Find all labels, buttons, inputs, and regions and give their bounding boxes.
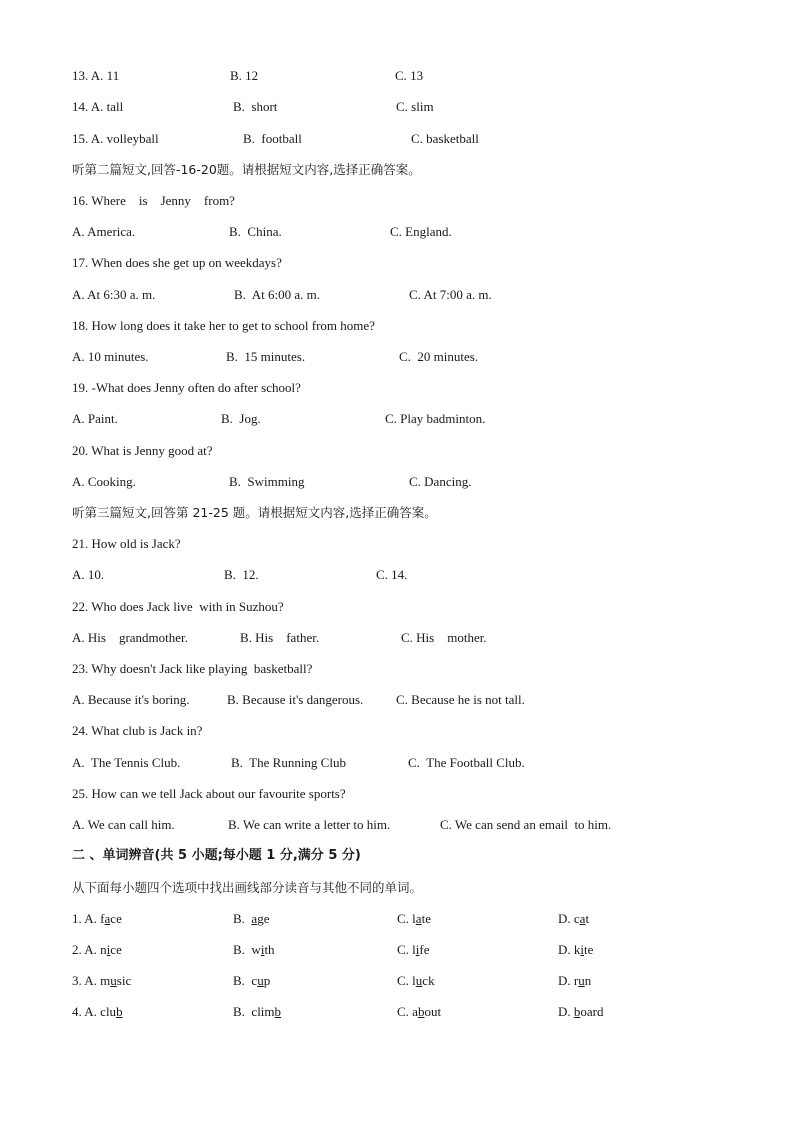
- q24-option-b: B. The Running Club: [231, 755, 346, 770]
- q14-option-c: C. slim: [396, 99, 434, 114]
- word-part: c: [573, 911, 580, 926]
- underlined-letters: i: [415, 942, 420, 957]
- question-22-stem: 22. Who does Jack live with in Suzhou?: [72, 599, 284, 614]
- q19-option-a: A. Paint.: [72, 411, 118, 426]
- word-part: a: [412, 1004, 418, 1019]
- q18-option-a: A. 10 minutes.: [72, 349, 149, 364]
- q16-option-c: C. England.: [390, 224, 452, 239]
- phonics-item-1-option-b: [233, 909, 269, 929]
- q21-option-c: C. 14.: [376, 567, 408, 582]
- option-label: D.: [558, 942, 571, 957]
- q13-option-b: B. 12: [230, 68, 259, 83]
- option-label: B.: [233, 973, 245, 988]
- word-part: m: [100, 973, 111, 988]
- phonics-item-2: [72, 940, 594, 960]
- section-2-title: 二 、单词辨音(共 5 小题;每小题 1 分,满分 5 分): [72, 848, 361, 863]
- q19-option-c: C. Play badminton.: [385, 411, 486, 426]
- q17-option-a: A. At 6:30 a. m.: [72, 287, 156, 302]
- word-part: sic: [116, 973, 132, 988]
- question-25-options: [72, 815, 612, 835]
- option-label: C.: [397, 911, 409, 926]
- underlined-letters: a: [415, 911, 422, 926]
- option-label: C.: [397, 973, 409, 988]
- underlined-letters: i: [260, 942, 265, 957]
- q25-option-b: B. We can write a letter to him.: [228, 817, 391, 832]
- q24-option-a: A. The Tennis Club.: [72, 755, 181, 770]
- option-label: C.: [397, 942, 409, 957]
- underlined-letters: a: [579, 911, 586, 926]
- word-part: k: [573, 942, 581, 957]
- item-number: 2. A.: [72, 942, 97, 957]
- underlined-letters: b: [274, 1004, 282, 1019]
- option-label: B.: [233, 1004, 245, 1019]
- phonics-item-3-option-b: [233, 971, 270, 991]
- phonics-item-2-option-a: [72, 940, 122, 960]
- question-16-options: [72, 222, 452, 242]
- q25-option-a: A. We can call him.: [72, 817, 175, 832]
- word-part: clu: [100, 1004, 117, 1019]
- question-19-options: [72, 409, 486, 429]
- word-part: ce: [110, 911, 122, 926]
- q21-option-a: A. 10.: [72, 567, 105, 582]
- word-part: c: [251, 973, 258, 988]
- word-part: fe: [419, 942, 430, 957]
- question-24-stem: 24. What club is Jack in?: [72, 723, 203, 738]
- word-part: n: [584, 973, 592, 988]
- q19-option-b: B. Jog.: [221, 411, 261, 426]
- phonics-item-2-option-c: [397, 940, 430, 960]
- q22-option-a: A. His grandmother.: [72, 630, 188, 645]
- phonics-item-4-option-b: [233, 1002, 281, 1022]
- phonics-item-3: [72, 971, 592, 991]
- word-part: l: [412, 911, 416, 926]
- word-part: l: [412, 942, 416, 957]
- phonics-item-3-option-d: [558, 971, 591, 991]
- underlined-letters: b: [573, 1004, 581, 1019]
- question-13-options: [72, 66, 424, 86]
- question-17-stem: 17. When does she get up on weekdays?: [72, 255, 282, 270]
- word-part: te: [421, 911, 431, 926]
- option-label: C.: [397, 1004, 409, 1019]
- word-part: out: [424, 1004, 442, 1019]
- q17-option-b: B. At 6:00 a. m.: [234, 287, 320, 302]
- question-21-options: [72, 565, 408, 585]
- phonics-item-1: [72, 909, 590, 929]
- passage-2-instruction: 听第二篇短文,回答-16-20题。请根据短文内容,选择正确答案。: [72, 162, 421, 177]
- word-part: l: [412, 973, 416, 988]
- item-number: 4. A.: [72, 1004, 97, 1019]
- word-part: ge: [257, 911, 270, 926]
- option-label: D.: [558, 1004, 571, 1019]
- word-part: th: [264, 942, 275, 957]
- q14-option-a: 14. A. tall: [72, 99, 124, 114]
- question-18-options: [72, 347, 479, 367]
- question-21-stem: 21. How old is Jack?: [72, 536, 181, 551]
- q25-option-c: C. We can send an email to him.: [440, 817, 612, 832]
- phonics-item-2-option-d: [558, 940, 593, 960]
- question-25-stem: 25. How can we tell Jack about our favourite sports?: [72, 786, 346, 801]
- question-15-options: [72, 129, 479, 149]
- underlined-letters: i: [106, 942, 111, 957]
- question-19-stem: 19. -What does Jenny often do after school?: [72, 380, 301, 395]
- phonics-item-1-option-d: [558, 909, 589, 929]
- q18-option-b: B. 15 minutes.: [226, 349, 306, 364]
- question-20-stem: 20. What is Jenny good at?: [72, 443, 213, 458]
- word-part: n: [100, 942, 107, 957]
- option-label: D.: [558, 911, 571, 926]
- q16-option-b: B. China.: [229, 224, 282, 239]
- q23-option-a: A. Because it's boring.: [72, 692, 190, 707]
- section-2-instruction: 从下面每小题四个选项中找出画线部分读音与其他不同的单词。: [72, 880, 423, 895]
- word-part: ce: [110, 942, 122, 957]
- q14-option-b: B. short: [233, 99, 278, 114]
- phonics-item-3-option-a: [72, 971, 131, 991]
- underlined-letters: u: [110, 973, 117, 988]
- word-part: f: [100, 911, 105, 926]
- phonics-item-4-option-a: [72, 1002, 123, 1022]
- q22-option-c: C. His mother.: [401, 630, 487, 645]
- q16-option-a: A. America.: [72, 224, 136, 239]
- phonics-item-3-option-c: [397, 971, 435, 991]
- word-part: r: [573, 973, 579, 988]
- phonics-item-4: [72, 1002, 604, 1022]
- q20-option-b: B. Swimming: [229, 474, 305, 489]
- word-part: te: [584, 942, 594, 957]
- phonics-item-2-option-b: [233, 940, 275, 960]
- q21-option-b: B. 12.: [224, 567, 259, 582]
- question-24-options: [72, 753, 525, 773]
- q15-option-c: C. basketball: [411, 131, 479, 146]
- q20-option-c: C. Dancing.: [409, 474, 472, 489]
- q13-option-c: C. 13: [395, 68, 424, 83]
- word-part: oard: [580, 1004, 604, 1019]
- q13-option-a: 13. A. 11: [72, 68, 120, 83]
- passage-3-instruction: 听第三篇短文,回答第 21-25 题。请根据短文内容,选择正确答案。: [72, 505, 437, 520]
- item-number: 1. A.: [72, 911, 97, 926]
- underlined-letters: u: [257, 973, 264, 988]
- word-part: t: [585, 911, 590, 926]
- word-part: clim: [251, 1004, 275, 1019]
- q24-option-c: C. The Football Club.: [408, 755, 525, 770]
- word-part: p: [263, 973, 271, 988]
- phonics-item-1-option-c: [397, 909, 431, 929]
- question-23-options: [72, 690, 525, 710]
- question-22-options: [72, 628, 487, 648]
- option-label: B.: [233, 911, 245, 926]
- q18-option-c: C. 20 minutes.: [399, 349, 479, 364]
- underlined-letters: u: [415, 973, 423, 988]
- q15-option-b: B. football: [243, 131, 302, 146]
- underlined-letters: u: [578, 973, 585, 988]
- phonics-item-1-option-a: [72, 909, 122, 929]
- question-17-options: [72, 285, 492, 305]
- underlined-letters: i: [580, 942, 585, 957]
- item-number: 3. A.: [72, 973, 97, 988]
- word-part: w: [251, 942, 261, 957]
- underlined-letters: b: [116, 1004, 123, 1019]
- question-16-stem: 16. Where is Jenny from?: [72, 193, 235, 208]
- option-label: D.: [558, 973, 571, 988]
- q20-option-a: A. Cooking.: [72, 474, 136, 489]
- q15-option-a: 15. A. volleyball: [72, 131, 159, 146]
- question-23-stem: 23. Why doesn't Jack like playing basketball?: [72, 661, 313, 676]
- q23-option-c: C. Because he is not tall.: [396, 692, 525, 707]
- phonics-item-4-option-d: [558, 1002, 604, 1022]
- underlined-letters: a: [251, 911, 258, 926]
- q17-option-c: C. At 7:00 a. m.: [409, 287, 492, 302]
- underlined-letters: b: [417, 1004, 425, 1019]
- q22-option-b: B. His father.: [240, 630, 320, 645]
- question-20-options: [72, 472, 472, 492]
- option-label: B.: [233, 942, 245, 957]
- underlined-letters: a: [104, 911, 111, 926]
- q23-option-b: B. Because it's dangerous.: [227, 692, 364, 707]
- question-14-options: [72, 97, 434, 117]
- word-part: ck: [422, 973, 435, 988]
- question-18-stem: 18. How long does it take her to get to school from home?: [72, 318, 375, 333]
- phonics-item-4-option-c: [397, 1002, 441, 1022]
